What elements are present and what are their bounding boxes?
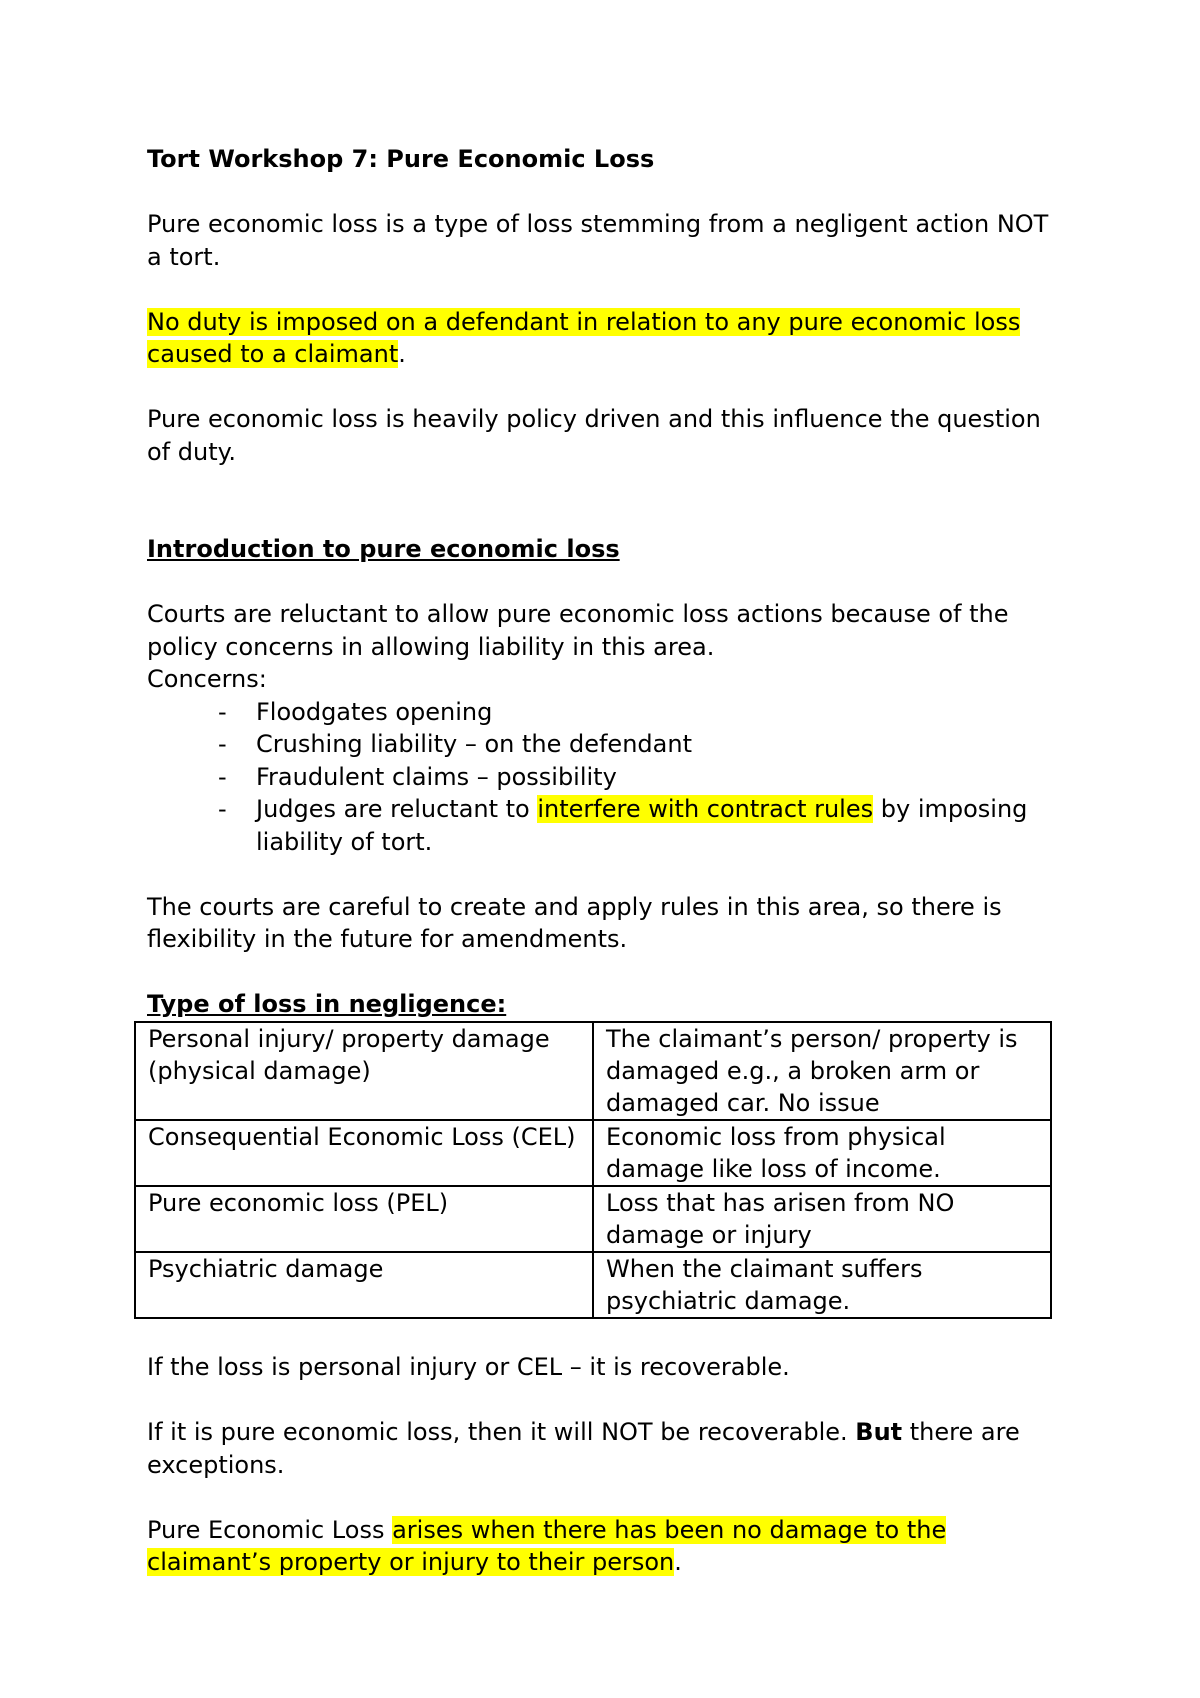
concerns-label: Concerns:: [147, 665, 267, 693]
loss-type-cell: Personal injury/ property damage (physical damage): [135, 1022, 593, 1120]
concern-item: - Fraudulent claims – possibility: [256, 761, 1067, 794]
concern-4-pre: Judges are reluctant to: [256, 795, 538, 823]
section-heading-introduction: Introduction to pure economic loss: [147, 535, 620, 563]
intro-paragraph-2-tail: .: [398, 340, 406, 368]
loss-description-cell: The claimant’s person/ property is damaged e.g., a broken arm or damaged car. No issue: [593, 1022, 1051, 1120]
closing-3-post: .: [674, 1548, 682, 1576]
closing-paragraph-1: If the loss is personal injury or CEL – it is recoverable.: [147, 1353, 790, 1381]
document-title: Tort Workshop 7: Pure Economic Loss: [147, 145, 655, 173]
loss-type-cell: Consequential Economic Loss (CEL): [135, 1120, 593, 1186]
concern-item: - Crushing liability – on the defendant: [256, 728, 1067, 761]
loss-description-cell: Economic loss from physical damage like loss of income.: [593, 1120, 1051, 1186]
closing-2-post: there are exceptions.: [147, 1418, 1020, 1479]
concern-item: [256, 793, 1067, 858]
document-body: [147, 143, 1067, 1579]
highlight-pel-definition: arises when there has been no damage to the claimant’s property or injury to their person: [147, 1515, 947, 1576]
table-row: [135, 1252, 1051, 1318]
closing-paragraph-3: [147, 1514, 1067, 1579]
table-row: [135, 1022, 1051, 1120]
section1-paragraph-1: Courts are reluctant to allow pure economic loss actions because of the policy concerns in allowing liability in this area.: [147, 600, 1009, 661]
loss-type-cell: Psychiatric damage: [135, 1252, 593, 1318]
closing-2-pre: If it is pure economic loss, then it will NOT be recoverable.: [147, 1418, 856, 1446]
loss-types-table: [134, 1021, 1052, 1319]
concerns-list: [147, 696, 1067, 859]
loss-description-cell: Loss that has arisen from NO damage or injury: [593, 1186, 1051, 1252]
intro-paragraph-1: Pure economic loss is a type of loss stemming from a negligent action NOT a tort.: [147, 210, 1049, 271]
highlight-contract-rules: interfere with contract rules: [537, 795, 874, 823]
highlight-no-duty: No duty is imposed on a defendant in relation to any pure economic loss caused to a claimant: [147, 307, 1021, 368]
concern-item: - Floodgates opening: [256, 696, 1067, 729]
table-row: [135, 1186, 1051, 1252]
closing-2-bold: But: [855, 1418, 903, 1446]
loss-type-cell: Pure economic loss (PEL): [135, 1186, 593, 1252]
section-heading-loss-types: Type of loss in negligence:: [147, 990, 507, 1018]
loss-description-cell: When the claimant suffers psychiatric damage.: [593, 1252, 1051, 1318]
concern-4-post: by imposing liability of tort.: [256, 795, 1028, 856]
intro-paragraph-2: [147, 306, 1067, 371]
closing-3-pre: Pure Economic Loss: [147, 1515, 393, 1544]
intro-paragraph-3: Pure economic loss is heavily policy driven and this influence the question of duty.: [147, 405, 1041, 466]
section1-paragraph-2: The courts are careful to create and apply rules in this area, so there is flexibility in the future for amendments.: [147, 892, 1002, 953]
table-row: [135, 1120, 1051, 1186]
closing-paragraph-2: [147, 1416, 1067, 1481]
